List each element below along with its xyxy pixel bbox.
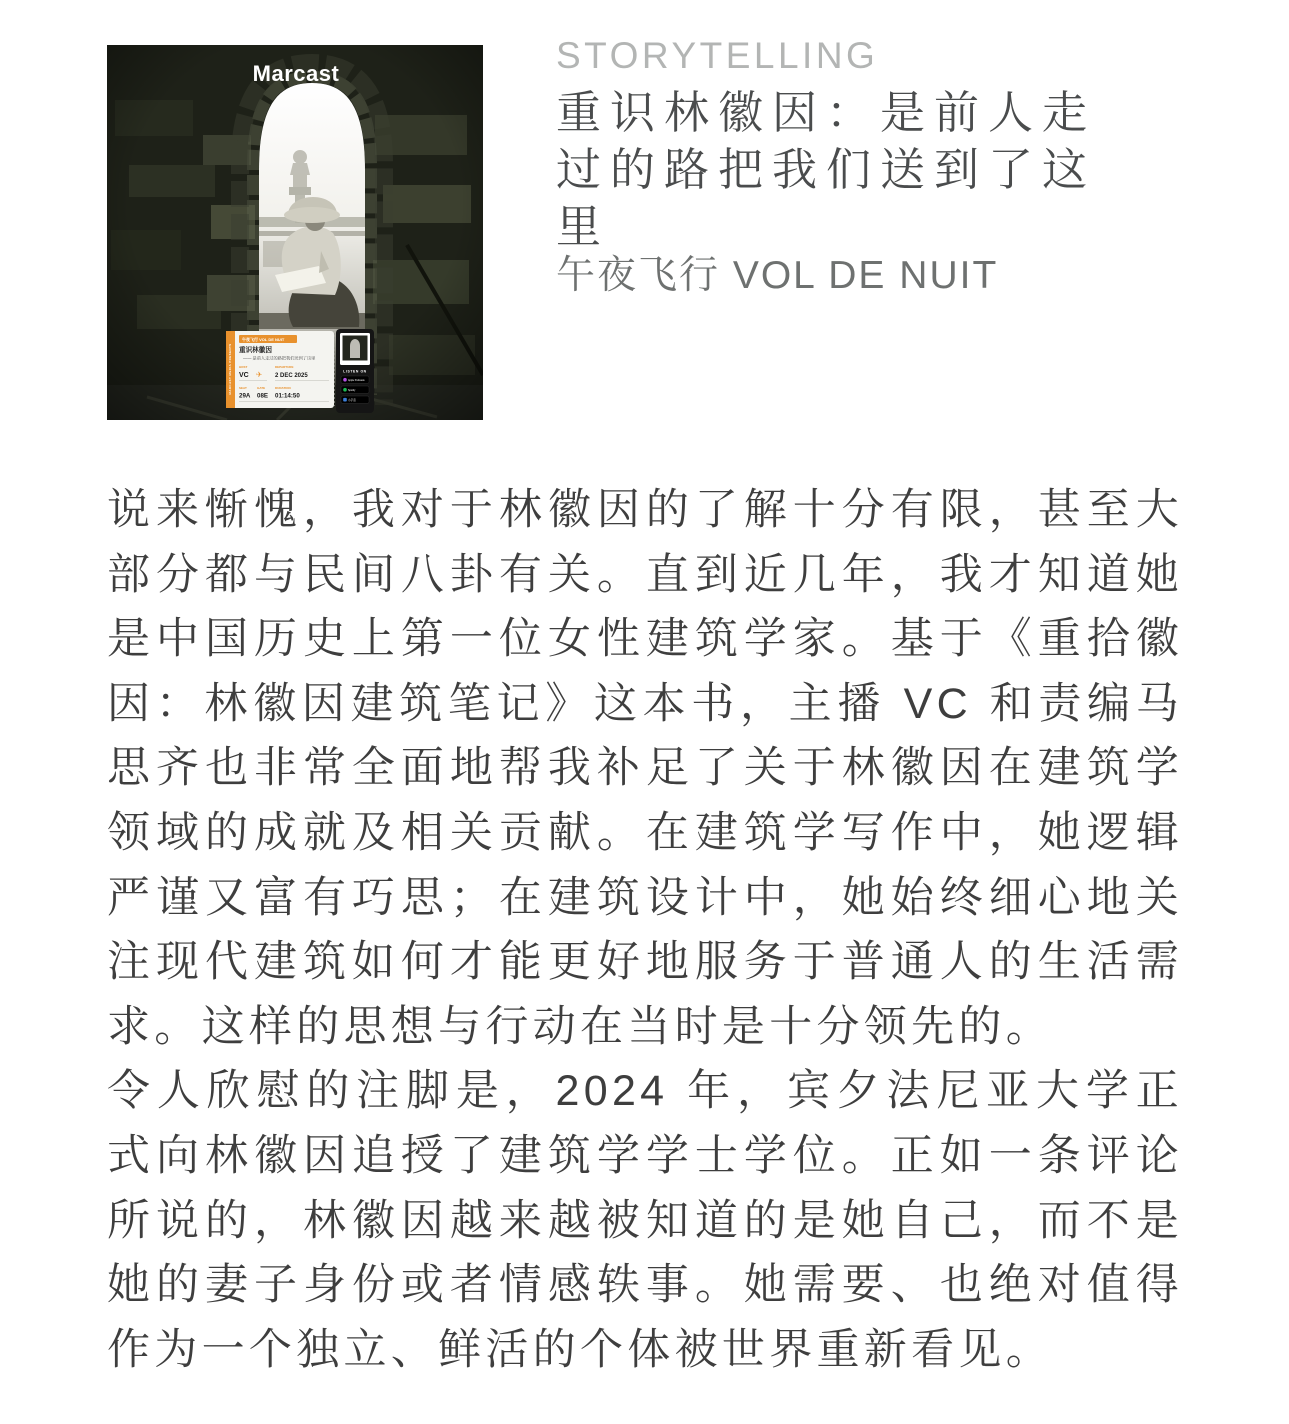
text-line: 她的妻子身份或者情感轶事。她需要、也绝对值得 <box>107 1261 1183 1310</box>
spotify-icon <box>343 388 347 392</box>
episode-header <box>556 36 1201 299</box>
article-body <box>107 478 1183 1382</box>
ticket-duration-value: 01:14:50 <box>275 392 300 400</box>
xiaoyuzhou-icon <box>343 398 347 402</box>
platform-badge-label: Spotify <box>348 389 356 392</box>
text-line: 因：林徽因建筑笔记》这本书，主播 VC 和责编马 <box>107 679 1183 728</box>
platform-badge-spotify <box>341 386 369 393</box>
ticket-host-label: HOST <box>239 365 248 369</box>
episode-subtitle: 午夜飞行 VOL DE NUIT <box>556 254 999 297</box>
platform-badge-label: 小宇宙 <box>348 399 356 402</box>
podcast-cover-art <box>107 45 483 420</box>
ticket-banner-label: 午夜飞行 VOL DE NUIT <box>242 337 285 342</box>
text-line: 思齐也非常全面地帮我补足了关于林徽因在建筑学 <box>107 744 1183 793</box>
ticket-seat-label: SEAT <box>239 386 247 390</box>
ticket-departure-label: DEPARTURE <box>275 365 294 369</box>
text-line: 严谨又富有巧思；在建筑设计中，她始终细心地关 <box>107 873 1183 922</box>
page-title: 重识林徽因：是前人走过的路把我们送到了这里 <box>556 87 1097 252</box>
listen-on-label: LISTEN ON <box>343 369 367 374</box>
paragraph <box>107 1059 1183 1382</box>
ticket-gate-value: 08E <box>257 392 269 400</box>
marcast-logo: Marcast <box>252 61 340 86</box>
ticket-subtitle: —— 是前人走过的路把我们送到了这里 <box>243 355 316 361</box>
text-line: 所说的，林徽因越来越被知道的是她自己，而不是 <box>107 1196 1183 1245</box>
ticket-title: 重识林徽因 <box>239 347 272 354</box>
text-line: 部分都与民间八卦有关。直到近几年，我才知道她 <box>107 550 1183 599</box>
ticket-duration-label: DURATION <box>275 386 291 390</box>
text-line: 注现代建筑如何才能更好地服务于普通人的生活需 <box>107 938 1183 987</box>
platform-badge-apple <box>341 376 369 383</box>
ticket-host-value: VC <box>239 372 249 379</box>
ticket-gate-label: GATE <box>257 386 266 390</box>
ticket-side-label: MARCAST MEDIA PRESENTS <box>227 343 232 395</box>
cover-photo-svg <box>107 45 483 420</box>
plane-icon: ✈ <box>256 370 263 379</box>
text-line: 式向林徽因追授了建筑学学士学位。正如一条评论 <box>107 1131 1183 1180</box>
boarding-pass-ticket <box>226 329 374 413</box>
text-line: 说来惭愧，我对于林徽因的了解十分有限，甚至大 <box>107 486 1183 534</box>
apple-podcasts-icon <box>343 378 347 382</box>
ticket-date-value: 2 DEC 2025 <box>275 373 308 379</box>
text-line: 令人欣慰的注脚是，2024 年，宾夕法尼亚大学正 <box>107 1067 1183 1116</box>
paragraph <box>107 478 1183 1059</box>
category-label: STORYTELLING <box>556 35 879 76</box>
text-line: 作为一个独立、鲜活的个体被世界重新看见。 <box>107 1325 1053 1374</box>
ticket-seat-value: 29A <box>239 392 251 400</box>
text-line: 领域的成就及相关贡献。在建筑学写作中，她逻辑 <box>107 808 1183 857</box>
platform-badge-label: Apple Podcasts <box>348 379 365 382</box>
text-line: 求。这样的思想与行动在当时是十分领先的。 <box>107 1002 1053 1051</box>
ticket-body <box>226 331 335 408</box>
platform-badge-xiaoyuzhou <box>341 396 369 403</box>
listen-on-panel <box>336 329 374 413</box>
text-line: 是中国历史上第一位女性建筑学家。基于《重拾徽 <box>107 615 1183 664</box>
